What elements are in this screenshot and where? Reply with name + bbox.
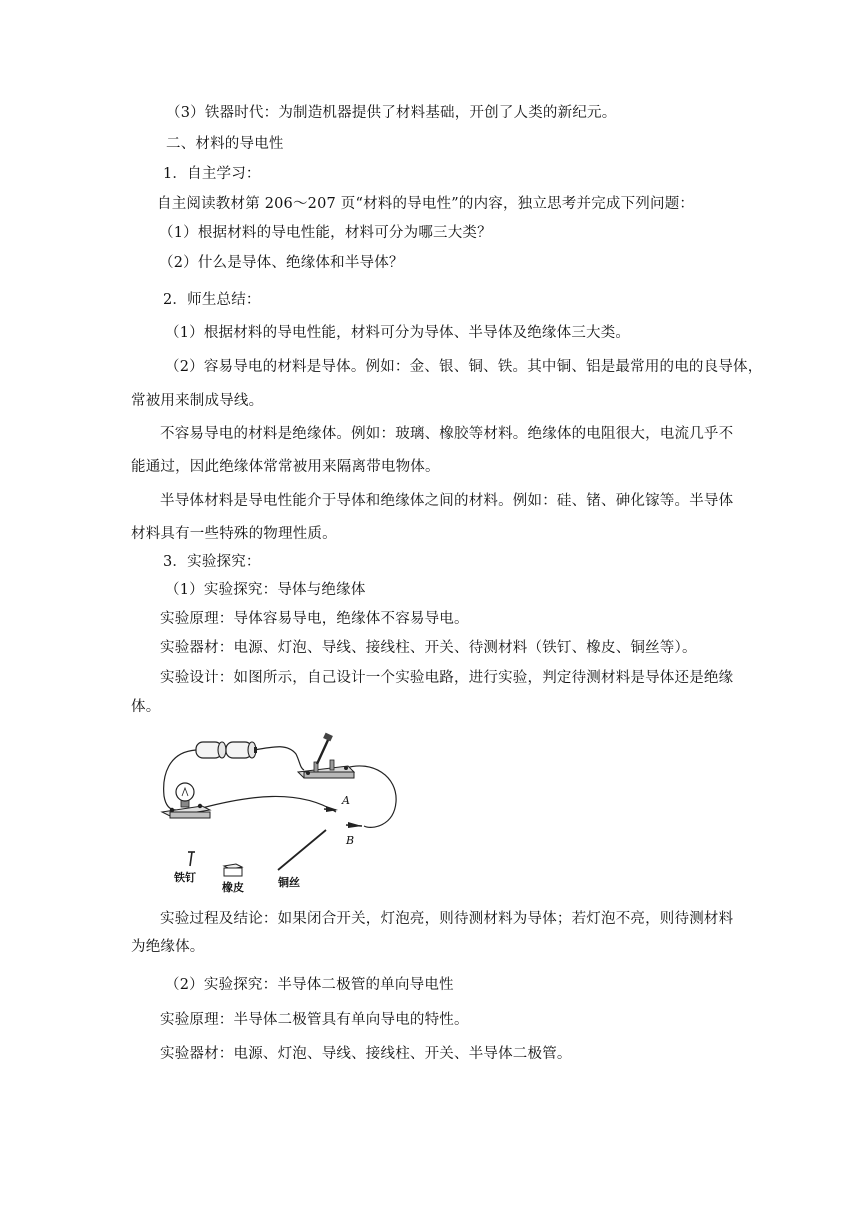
battery-icon — [196, 742, 257, 758]
experiment-1-conclusion-line-1: 实验过程及结论：如果闭合开关，灯泡亮，则待测材料为导体；若灯泡不亮，则待测材料 — [160, 911, 734, 927]
text-line-bronze-iron-age: （3）铁器时代：为制造机器提供了材料基础，开创了人类的新纪元。 — [166, 105, 617, 121]
circuit-diagram — [158, 726, 408, 896]
experiment-1-conclusion-line-2: 为绝缘体。 — [131, 939, 205, 955]
question-1: （1）根据材料的导电性能，材料可分为哪三大类？ — [159, 225, 492, 241]
summary-point-2-line-2: 常被用来制成导线。 — [131, 393, 264, 409]
eraser-icon — [224, 864, 242, 876]
semiconductor-paragraph-line-1: 半导体材料是导电性能介于导体和绝缘体之间的材料。例如：硅、锗、砷化镓等。半导体 — [160, 493, 734, 509]
text-line-reading-task: 自主阅读教材第 206～207 页“材料的导电性”的内容，独立思考并完成下列问题： — [157, 196, 695, 212]
summary-point-1: （1）根据材料的导电性能，材料可分为导体、半导体及绝缘体三大类。 — [165, 325, 631, 341]
section-heading-conductivity: 二、材料的导电性 — [166, 136, 284, 152]
experiment-2-title: （2）实验探究：半导体二极管的单向导电性 — [165, 977, 454, 993]
bulb-icon — [162, 783, 210, 818]
subheading-summary: 2．师生总结： — [163, 292, 261, 308]
switch-icon — [298, 733, 354, 778]
experiment-1-principle: 实验原理：导体容易导电，绝缘体不容易导电。 — [160, 611, 469, 627]
label-eraser: 橡皮 — [222, 881, 244, 894]
subheading-experiment: 3．实验探究： — [163, 554, 261, 570]
experiment-2-principle: 实验原理：半导体二极管具有单向导电的特性。 — [160, 1012, 469, 1028]
experiment-1-title: （1）实验探究：导体与绝缘体 — [165, 582, 366, 598]
experiment-2-equipment: 实验器材：电源、灯泡、导线、接线柱、开关、半导体二极管。 — [160, 1046, 572, 1062]
insulator-paragraph-line-2: 能通过，因此绝缘体常常被用来隔离带电物体。 — [131, 459, 440, 475]
subheading-self-study: 1．自主学习： — [163, 166, 261, 182]
semiconductor-paragraph-line-2: 材料具有一些特殊的物理性质。 — [131, 526, 337, 542]
summary-point-2-line-1: （2）容易导电的材料是导体。例如：金、银、铜、铁。其中铜、铝是最常用的电的良导体， — [165, 359, 763, 375]
question-2: （2）什么是导体、绝缘体和半导体？ — [159, 255, 404, 271]
experiment-1-equipment: 实验器材：电源、灯泡、导线、接线柱、开关、待测材料（铁钉、橡皮、铜丝等）。 — [160, 640, 697, 656]
label-b: B — [346, 834, 355, 847]
label-copper-wire: 铜丝 — [278, 876, 300, 889]
copper-wire-icon — [278, 830, 326, 870]
insulator-paragraph-line-1: 不容易导电的材料是绝缘体。例如：玻璃、橡胶等材料。绝缘体的电阻很大，电流几乎不 — [160, 426, 734, 442]
nail-icon — [188, 852, 195, 866]
experiment-1-design-line-1: 实验设计：如图所示，自己设计一个实验电路，进行实验，判定待测材料是导体还是绝缘 — [160, 670, 734, 686]
label-a: A — [342, 794, 350, 807]
clip-a-icon — [324, 806, 338, 812]
clip-b-icon — [346, 822, 362, 828]
label-nail: 铁钉 — [174, 871, 196, 884]
experiment-1-design-line-2: 体。 — [131, 699, 161, 715]
